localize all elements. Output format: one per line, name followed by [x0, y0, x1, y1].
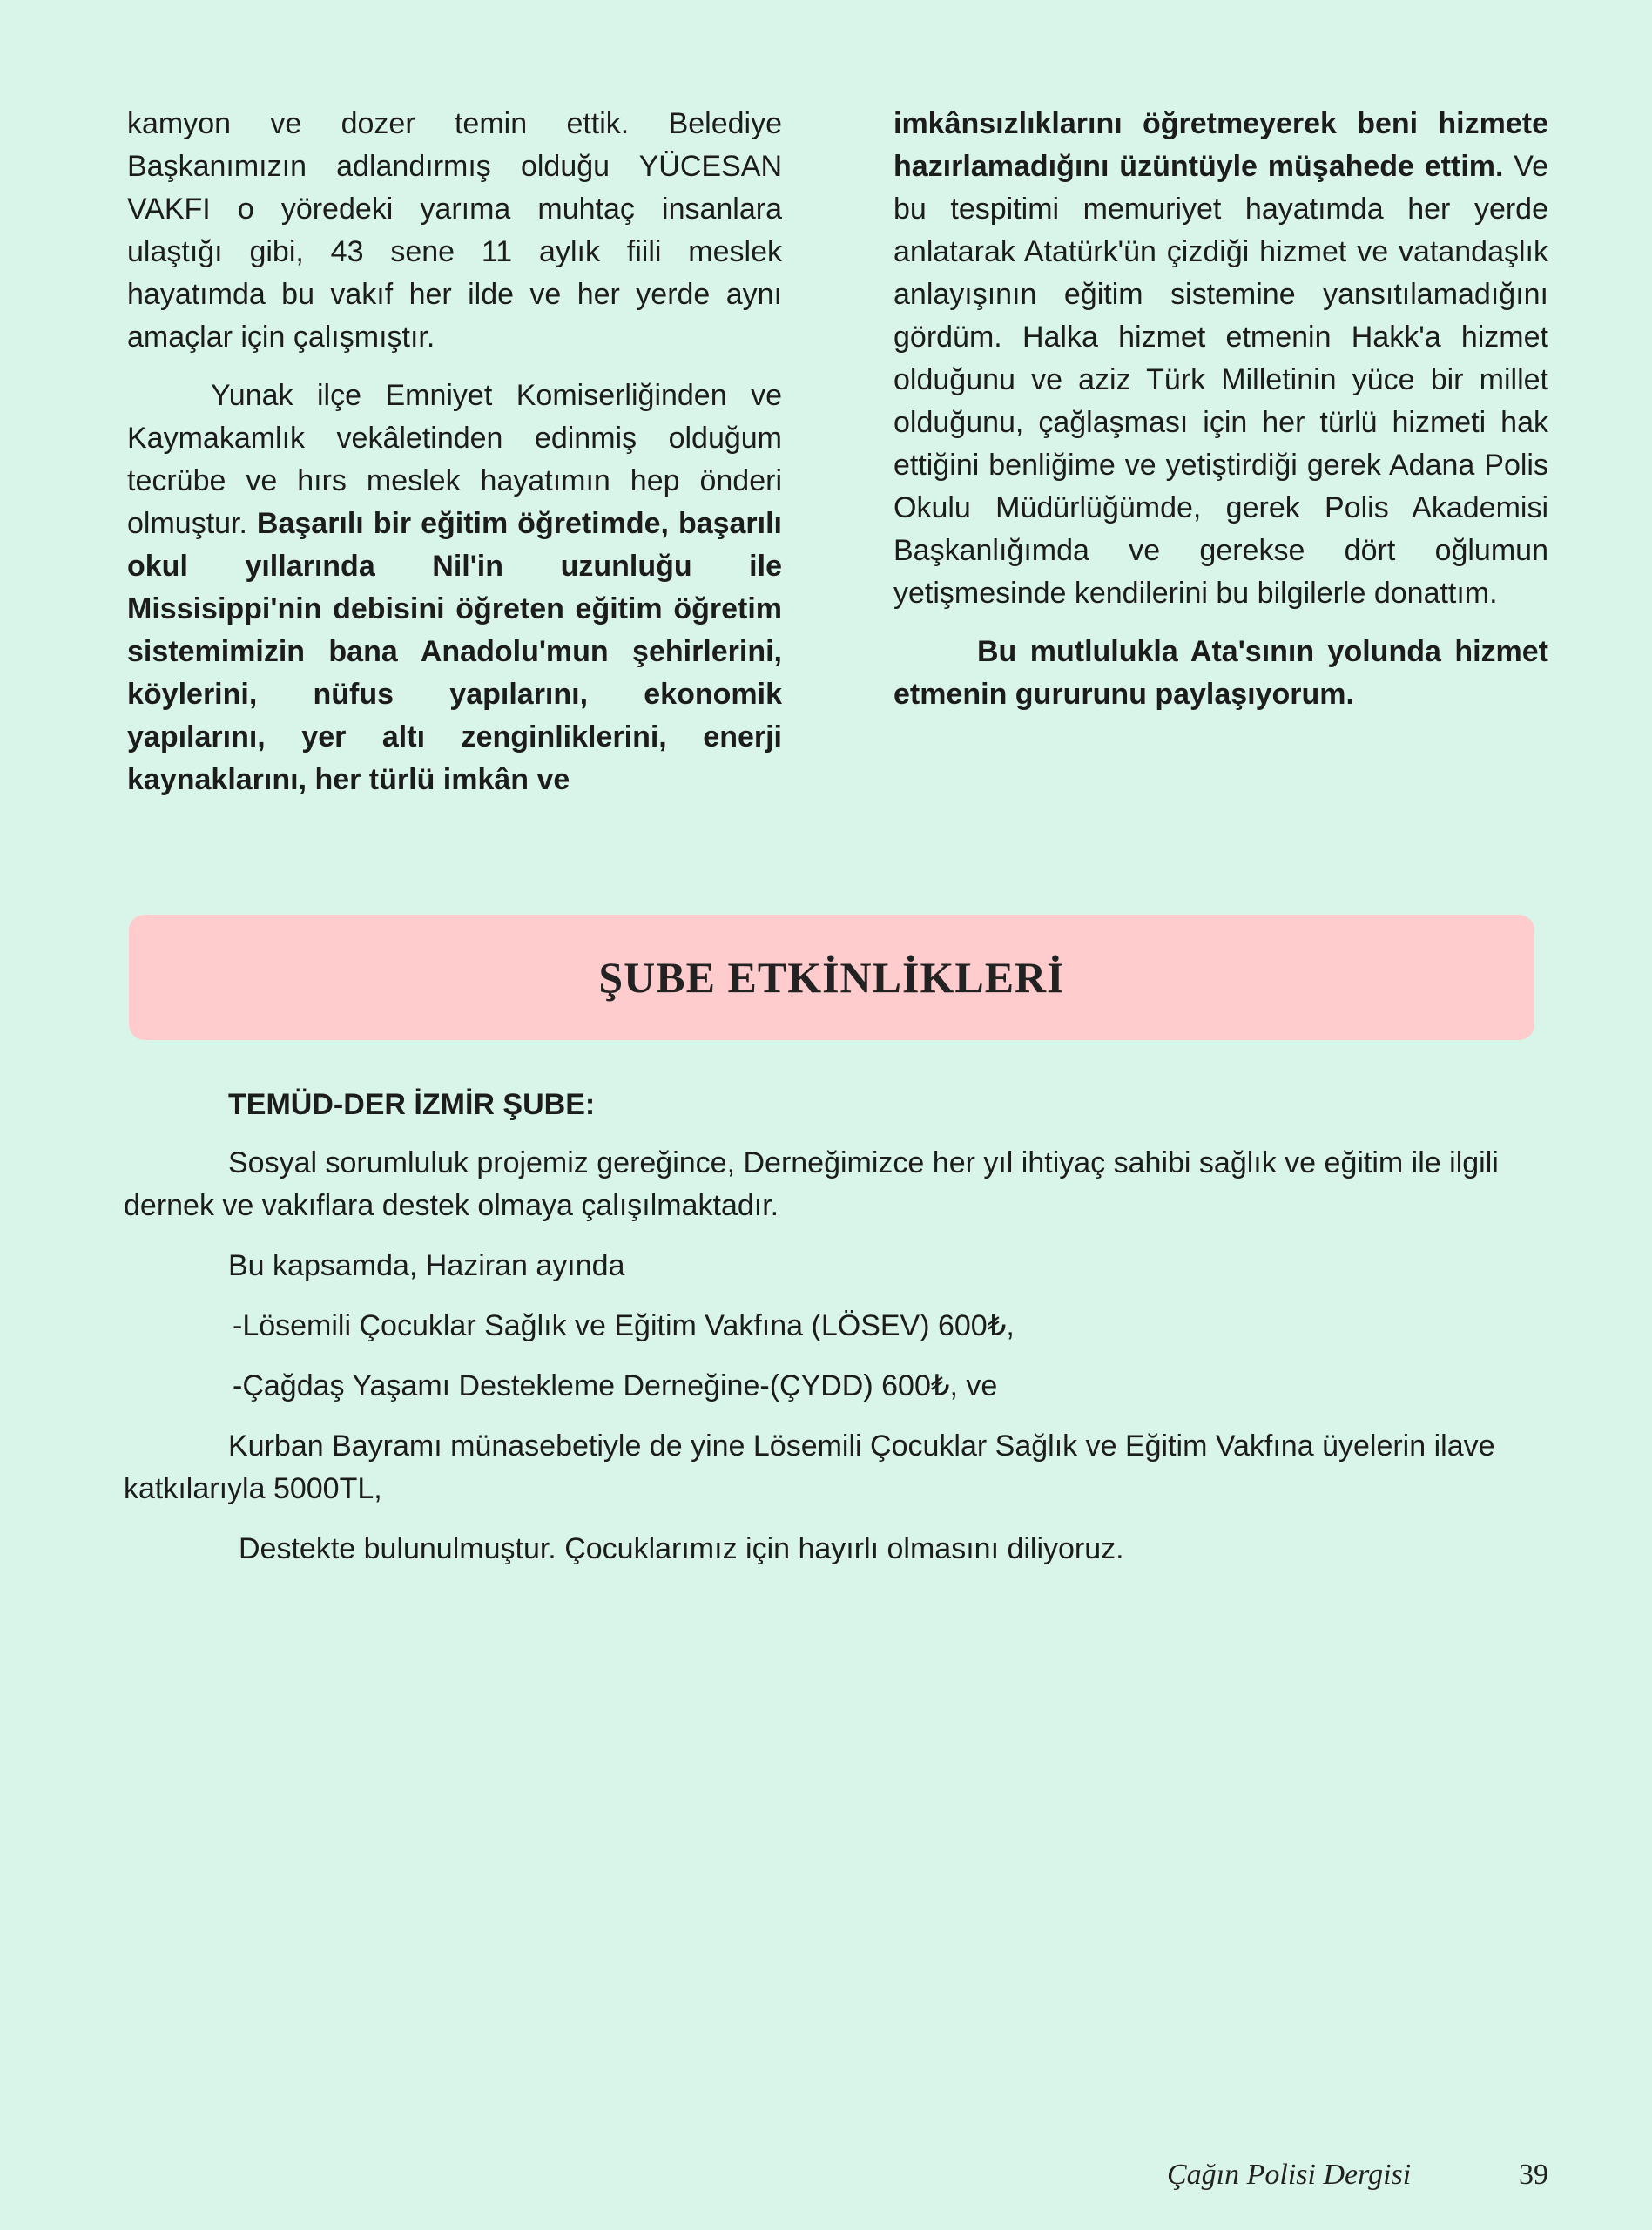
left-paragraph-1: kamyon ve dozer temin ettik. Belediye Başkanımızın adlandırmış olduğu YÜCESAN VAKFI o yöredeki yarıma muhtaç insanlara ulaştığı gibi, 43 sene 11 aylık fiili meslek hayatımda bu vakıf her ilde ve her yerde aynı amaçlar için çalışmıştır.: [127, 107, 782, 354]
section-banner: [129, 915, 1534, 1040]
left-paragraph-2-normal: Yunak ilçe Emniyet Komiserliğinden ve Kaymakamlık vekâletinden edinmiş olduğum tecrübe ve hırs meslek hayatımın hep önderi olmuştur.: [127, 379, 782, 540]
right-paragraph-1-normal: Ve bu tespitimi memuriyet hayatımda her yerde anlatarak Atatürk'ün çizdiği hizmet ve vatandaşlık anlayışının eğitim sistemine yansıtılamadığını gördüm. Halka hizmet etmenin Hakk'a hizmet olduğunu ve aziz Türk Milletinin yüce bir millet olduğunu, çağlaşması için her türlü hizmeti hak ettiğini benliğime ve yetiştirdiği gerek Adana Polis Okulu Müdürlüğümde, gerek Polis Akademisi Başkanlığımda ve gerekse dört oğlumun yetişmesinde kendilerini bu bilgilerle donattım.: [893, 150, 1548, 610]
section-paragraph-1: Sosyal sorumluluk projemiz gereğince, Derneğimizce her yıl ihtiyaç sahibi sağlık ve eğitim ile ilgili dernek ve vakıflara destek olmaya çalışılmaktadır.: [124, 1146, 1499, 1222]
right-paragraph-2-bold: Bu mutlulukla Ata'sının yolunda hizmet etmenin gururunu paylaşıyorum.: [893, 635, 1548, 711]
branch-heading: TEMÜD-DER İZMİR ŞUBE:: [228, 1088, 596, 1121]
donation-item-losev: -Lösemili Çocuklar Sağlık ve Eğitim Vakfına (LÖSEV) 600₺,: [233, 1309, 1015, 1342]
magazine-name: Çağın Polisi Dergisi: [1167, 2159, 1412, 2191]
donation-item-cydd: -Çağdaş Yaşamı Destekleme Derneğine-(ÇYDD) 600₺, ve: [233, 1369, 998, 1402]
left-paragraph-2: [127, 375, 782, 801]
section-paragraph-2: Bu kapsamda, Haziran ayında: [228, 1249, 625, 1282]
left-column: [127, 103, 782, 817]
branch-activities-section: [124, 1084, 1547, 1588]
section-paragraph-5: Kurban Bayramı münasebetiyle de yine Lösemili Çocuklar Sağlık ve Eğitim Vakfına üyelerin ilave katkılarıyla 5000TL,: [124, 1429, 1495, 1505]
page-number: 39: [1519, 2159, 1548, 2191]
section-paragraph-6: Destekte bulunulmuştur. Çocuklarımız için hayırlı olmasını diliyoruz.: [239, 1532, 1124, 1565]
right-paragraph-2: [893, 631, 1548, 716]
right-paragraph-1: [893, 103, 1548, 615]
right-column: [893, 103, 1548, 732]
left-paragraph-2-bold: Başarılı bir eğitim öğretimde, başarılı okul yıllarında Nil'in uzunluğu ile Missisippi'nin debisini öğreten eğitim öğretim sistemimizin bana Anadolu'mun şehirlerini, köylerini, nüfus yapılarını, ekonomik yapılarını, yer altı zenginliklerini, enerji kaynaklarını, her türlü imkân ve: [127, 507, 783, 796]
banner-title: ŞUBE ETKİNLİKLERİ: [598, 953, 1065, 1002]
right-paragraph-1-bold: imkânsızlıklarını öğretmeyerek beni hizmete hazırlamadığını üzüntüyle müşahede ettim.: [893, 107, 1548, 183]
